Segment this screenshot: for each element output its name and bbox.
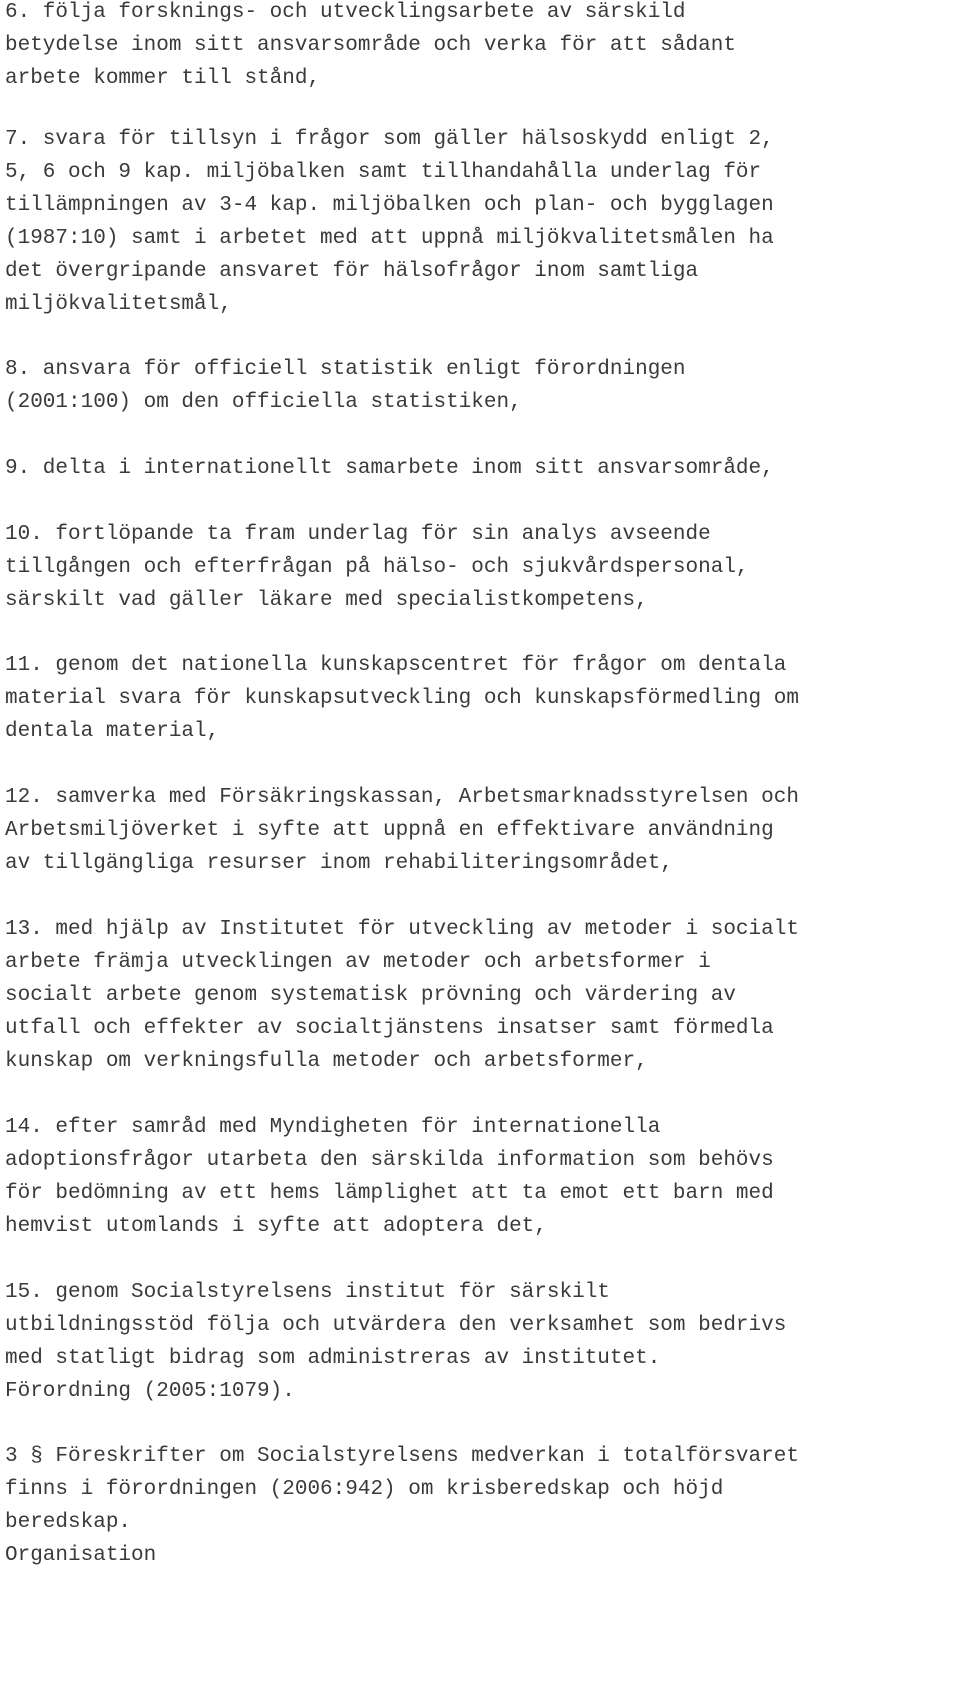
text-line-item10-3: särskilt vad gäller läkare med specialistkompetens, xyxy=(5,589,648,612)
section-heading-organisation: Organisation xyxy=(5,1544,157,1567)
text-line-item9-1: 9. delta i internationellt samarbete inom sitt ansvarsområde, xyxy=(5,457,774,480)
text-line-item7-2: 5, 6 och 9 kap. miljöbalken samt tillhandahålla underlag för xyxy=(5,161,762,184)
text-line-item7-3: tillämpningen av 3-4 kap. miljöbalken och plan- och bygglagen xyxy=(5,194,774,217)
text-line-item15-2: utbildningsstöd följa och utvärdera den verksamhet som bedrivs xyxy=(5,1314,787,1337)
text-line-item15-3: med statligt bidrag som administreras av institutet. xyxy=(5,1347,661,1370)
text-line-ordinance: Förordning (2005:1079). xyxy=(5,1380,295,1403)
text-line-item6-2: betydelse inom sitt ansvarsområde och verka för att sådant xyxy=(5,34,736,57)
text-line-item6-3: arbete kommer till stånd, xyxy=(5,67,321,90)
text-line-item13-5: kunskap om verkningsfulla metoder och arbetsformer, xyxy=(5,1050,648,1073)
text-line-item14-3: för bedömning av ett hems lämplighet att ta emot ett barn med xyxy=(5,1182,774,1205)
text-line-item14-4: hemvist utomlands i syfte att adoptera det, xyxy=(5,1215,547,1238)
text-line-item8-2: (2001:100) om den officiella statistiken, xyxy=(5,391,522,414)
text-line-item10-2: tillgången och efterfrågan på hälso- och sjukvårdspersonal, xyxy=(5,556,749,579)
text-line-section3-2: finns i förordningen (2006:942) om krisberedskap och höjd xyxy=(5,1478,724,1501)
text-line-item11-2: material svara för kunskapsutveckling och kunskapsförmedling om xyxy=(5,687,799,710)
text-line-item12-1: 12. samverka med Försäkringskassan, Arbetsmarknadsstyrelsen och xyxy=(5,786,799,809)
text-line-item13-3: socialt arbete genom systematisk prövning och värdering av xyxy=(5,984,736,1007)
text-line-item7-5: det övergripande ansvaret för hälsofrågor inom samtliga xyxy=(5,260,699,283)
text-line-item11-3: dentala material, xyxy=(5,720,220,743)
text-line-item14-2: adoptionsfrågor utarbeta den särskilda information som behövs xyxy=(5,1149,774,1172)
text-line-item7-4: (1987:10) samt i arbetet med att uppnå miljökvalitetsmålen ha xyxy=(5,227,774,250)
text-line-item15-1: 15. genom Socialstyrelsens institut för särskilt xyxy=(5,1281,610,1304)
text-line-item11-1: 11. genom det nationella kunskapscentret för frågor om dentala xyxy=(5,654,787,677)
text-line-item7-6: miljökvalitetsmål, xyxy=(5,293,232,316)
text-line-item14-1: 14. efter samråd med Myndigheten för internationella xyxy=(5,1116,661,1139)
text-line-item6-1: 6. följa forsknings- och utvecklingsarbete av särskild xyxy=(5,1,686,24)
text-line-item12-2: Arbetsmiljöverket i syfte att uppnå en effektivare användning xyxy=(5,819,774,842)
text-line-section3-3: beredskap. xyxy=(5,1511,132,1534)
text-line-item13-2: arbete främja utvecklingen av metoder och arbetsformer i xyxy=(5,951,711,974)
text-line-item12-3: av tillgängliga resurser inom rehabiliteringsområdet, xyxy=(5,852,673,875)
text-line-item13-1: 13. med hjälp av Institutet för utveckling av metoder i socialt xyxy=(5,918,799,941)
text-line-item7-1: 7. svara för tillsyn i frågor som gäller hälsoskydd enligt 2, xyxy=(5,128,774,151)
text-line-item8-1: 8. ansvara för officiell statistik enligt förordningen xyxy=(5,358,686,381)
text-line-item13-4: utfall och effekter av socialtjänstens insatser samt förmedla xyxy=(5,1017,774,1040)
text-line-item10-1: 10. fortlöpande ta fram underlag för sin analys avseende xyxy=(5,523,711,546)
text-line-section3-1: 3 § Föreskrifter om Socialstyrelsens medverkan i totalförsvaret xyxy=(5,1445,799,1468)
